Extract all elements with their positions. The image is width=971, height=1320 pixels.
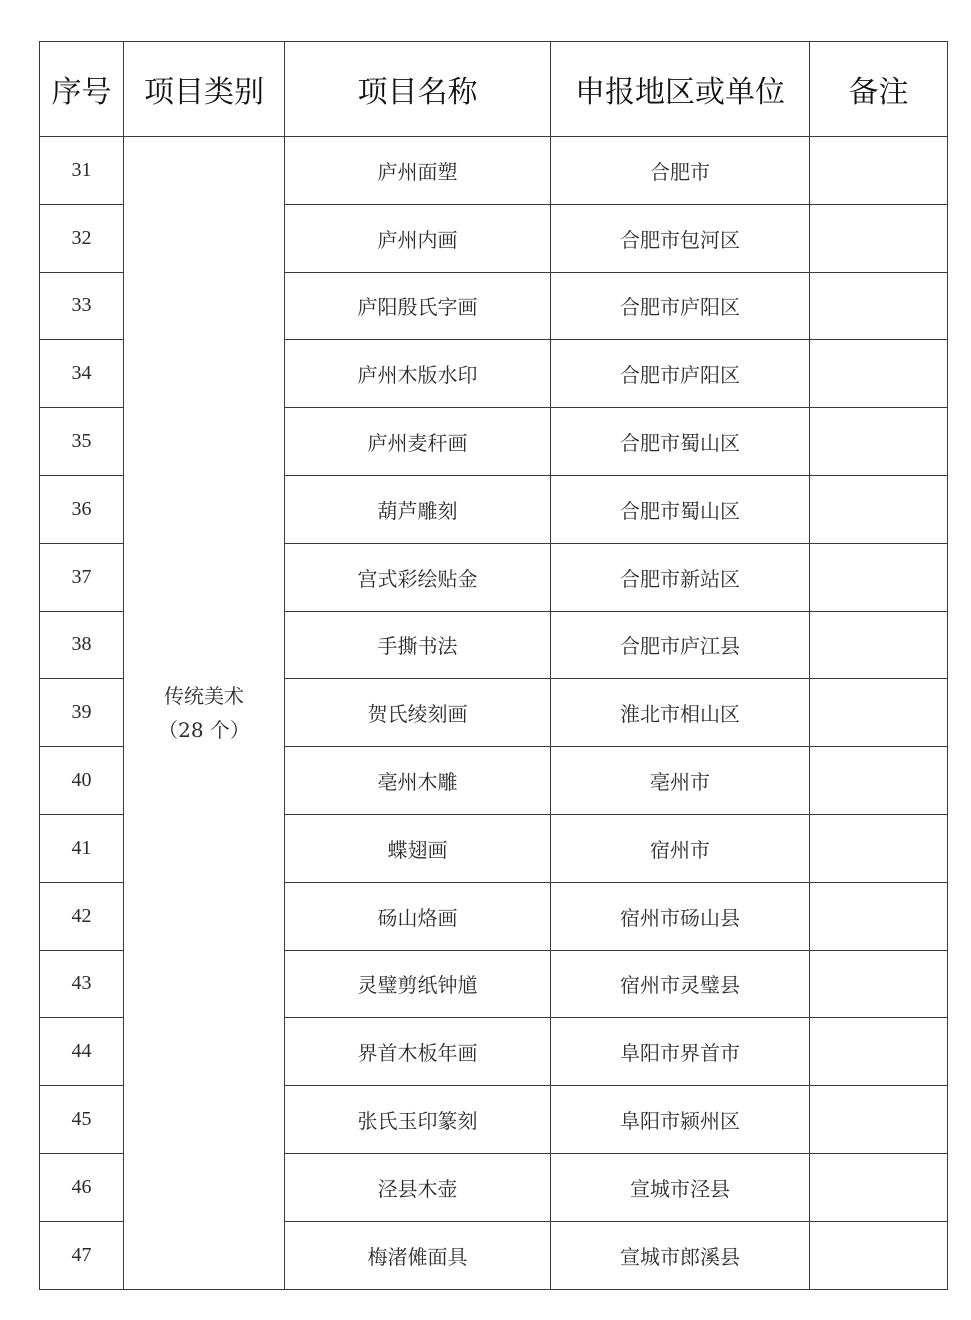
- row-project-name: 手撕书法: [285, 611, 551, 679]
- row-remarks: [810, 408, 948, 476]
- row-project-name: 蝶翅画: [285, 814, 551, 882]
- row-project-name: 庐州内画: [285, 204, 551, 272]
- row-region: 宿州市灵璧县: [551, 950, 810, 1018]
- row-region: 合肥市蜀山区: [551, 408, 810, 476]
- row-seq: 40: [40, 747, 124, 815]
- row-remarks: [810, 814, 948, 882]
- row-seq: 37: [40, 543, 124, 611]
- row-remarks: [810, 747, 948, 815]
- row-remarks: [810, 543, 948, 611]
- row-seq: 42: [40, 882, 124, 950]
- row-seq: 44: [40, 1018, 124, 1086]
- table-header: [40, 42, 948, 137]
- table-body: [40, 137, 948, 1290]
- row-region: 合肥市蜀山区: [551, 475, 810, 543]
- row-remarks: [810, 1018, 948, 1086]
- row-project-name: 庐州面塑: [285, 137, 551, 205]
- row-region: 阜阳市界首市: [551, 1018, 810, 1086]
- row-region: 宿州市砀山县: [551, 882, 810, 950]
- row-project-name: 梅渚傩面具: [285, 1221, 551, 1289]
- row-seq: 38: [40, 611, 124, 679]
- heritage-list-table: [39, 41, 948, 1290]
- category-label: 传统美术: [164, 683, 244, 708]
- row-region: 宣城市泾县: [551, 1153, 810, 1221]
- row-region: 合肥市包河区: [551, 204, 810, 272]
- row-remarks: [810, 950, 948, 1018]
- row-remarks: [810, 475, 948, 543]
- header-seq: 序号: [40, 42, 124, 137]
- header-category: 项目类别: [124, 42, 285, 137]
- row-remarks: [810, 340, 948, 408]
- row-region: 合肥市新站区: [551, 543, 810, 611]
- row-project-name: 庐阳殷氏字画: [285, 272, 551, 340]
- row-region: 亳州市: [551, 747, 810, 815]
- row-seq: 31: [40, 137, 124, 205]
- row-seq: 45: [40, 1086, 124, 1154]
- category-cell: [124, 137, 285, 1290]
- row-region: 合肥市庐阳区: [551, 272, 810, 340]
- row-seq: 36: [40, 475, 124, 543]
- row-remarks: [810, 1086, 948, 1154]
- row-remarks: [810, 1221, 948, 1289]
- row-project-name: 葫芦雕刻: [285, 475, 551, 543]
- row-region: 宿州市: [551, 814, 810, 882]
- row-seq: 35: [40, 408, 124, 476]
- row-remarks: [810, 679, 948, 747]
- row-project-name: 张氏玉印篆刻: [285, 1086, 551, 1154]
- row-project-name: 界首木板年画: [285, 1018, 551, 1086]
- row-remarks: [810, 1153, 948, 1221]
- row-seq: 32: [40, 204, 124, 272]
- row-seq: 43: [40, 950, 124, 1018]
- row-project-name: 庐州麦秆画: [285, 408, 551, 476]
- row-project-name: 砀山烙画: [285, 882, 551, 950]
- row-remarks: [810, 272, 948, 340]
- header-name: 项目名称: [285, 42, 551, 137]
- table-row: [40, 137, 948, 205]
- row-seq: 47: [40, 1221, 124, 1289]
- header-remarks: 备注: [810, 42, 948, 137]
- row-remarks: [810, 611, 948, 679]
- row-seq: 39: [40, 679, 124, 747]
- row-remarks: [810, 204, 948, 272]
- row-project-name: 宫式彩绘贴金: [285, 543, 551, 611]
- row-region: 淮北市相山区: [551, 679, 810, 747]
- row-region: 阜阳市颍州区: [551, 1086, 810, 1154]
- row-remarks: [810, 882, 948, 950]
- row-seq: 34: [40, 340, 124, 408]
- row-seq: 41: [40, 814, 124, 882]
- header-region: 申报地区或单位: [551, 42, 810, 137]
- row-project-name: 泾县木壶: [285, 1153, 551, 1221]
- row-remarks: [810, 137, 948, 205]
- row-project-name: 庐州木版水印: [285, 340, 551, 408]
- row-project-name: 灵璧剪纸钟馗: [285, 950, 551, 1018]
- category-count: （28 个）: [158, 717, 250, 742]
- row-region: 合肥市庐江县: [551, 611, 810, 679]
- header-row: [40, 42, 948, 137]
- row-project-name: 亳州木雕: [285, 747, 551, 815]
- row-project-name: 贺氏绫刻画: [285, 679, 551, 747]
- row-region: 宣城市郎溪县: [551, 1221, 810, 1289]
- row-region: 合肥市: [551, 137, 810, 205]
- row-region: 合肥市庐阳区: [551, 340, 810, 408]
- row-seq: 33: [40, 272, 124, 340]
- row-seq: 46: [40, 1153, 124, 1221]
